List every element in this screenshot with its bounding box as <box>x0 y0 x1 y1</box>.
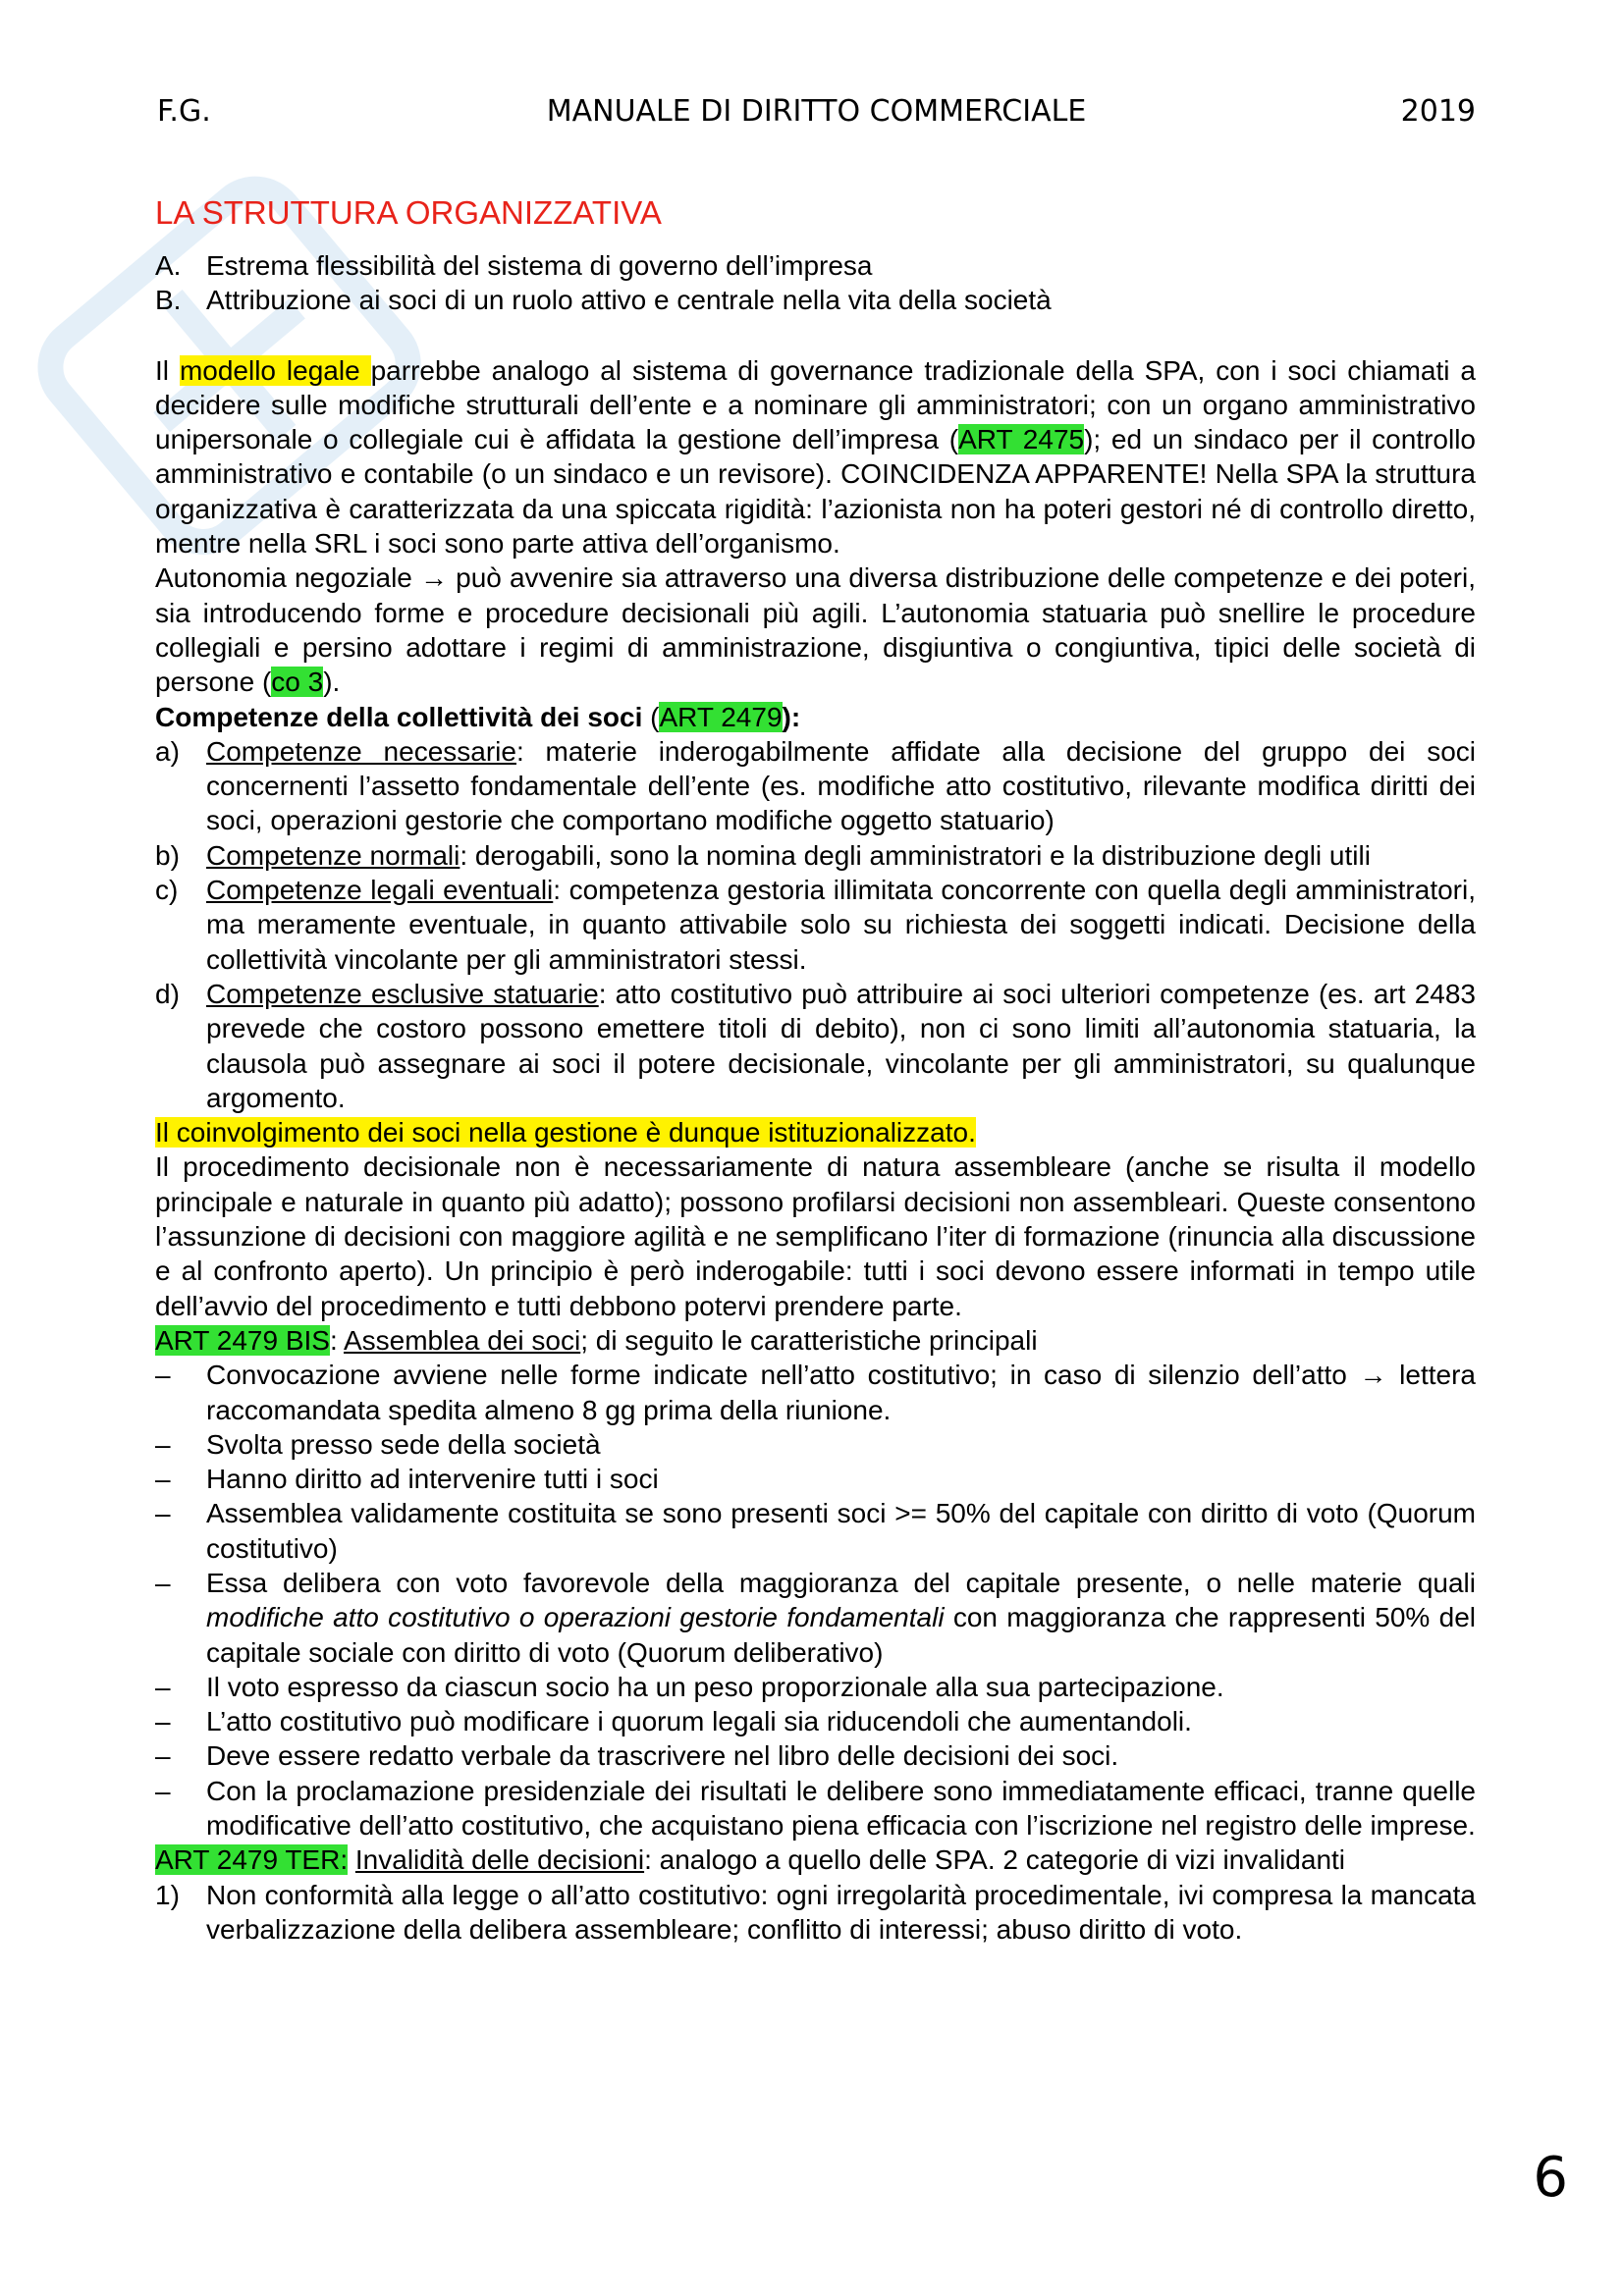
text: ); ed un sindaco per il controllo amministrativo e contabile (o un sindaco e un revisore). COINCIDENZA APPARENTE! Nella SPA la struttura organizzativa è caratterizzata da una spiccata rigidità: l’azionista non ha poteri gestori né di controllo diretto, mentre nella SRL i soci sono parte attiva dell’organismo. <box>155 424 1476 560</box>
document-body <box>155 191 1476 1947</box>
competenze-item <box>155 734 1476 838</box>
text: : <box>329 1324 344 1356</box>
text: ; di seguito le caratteristiche principali <box>580 1324 1038 1356</box>
list-text: Assemblea validamente costituita se sono presenti soci >= 50% del capitale con diritto di voto (Quorum costitutivo) <box>206 1498 1476 1564</box>
assemblea-item <box>155 1704 1476 1738</box>
highlight-green: ART 2479 BIS <box>155 1324 330 1356</box>
list-text: Estrema flessibilità del sistema di governo dell’impresa <box>206 250 873 281</box>
page-number: 6 <box>1533 2146 1568 2210</box>
list-text: lettera raccomandata spedita almeno 8 gg prima della riunione. <box>206 1360 1476 1425</box>
list-text: : materie inderogabilmente affidate alla decisione del gruppo dei soci concernenti l’assetto fondamentale dell’ente (es. modifiche atto costitutivo, rilevante modifica diritti dei soci, operazioni gestorie che comportano modifiche oggetto statuario) <box>206 735 1476 836</box>
list-text: : atto costitutivo può attribuire ai soci ulteriori competenze (es. art 2483 prevede che costoro possono emettere titoli di debito), non ci sono limiti all’autonomia statuaria, la clausola può assegnare ai soci il potere decisionale, vincolante per gli amministratori, su qualunque argomento. <box>206 978 1477 1113</box>
header-title: MANUALE DI DIRITTO COMMERCIALE <box>546 94 1087 129</box>
list-text: L’atto costitutivo può modificare i quorum legali sia riducendoli che aumentandoli. <box>206 1706 1192 1737</box>
italic-text: modifiche atto costitutivo o operazioni gestorie fondamentali <box>206 1602 945 1633</box>
text: parrebbe analogo al sistema di governance tradizionale della SPA, con i soci chiamati a decidere sulle modifiche strutturali dell’ente e a nominare gli amministratori; con un organo amministrativo unipersonale o collegiale cui è affidata la gestione dell’impresa ( <box>155 354 1476 455</box>
paragraph-autonomia <box>155 561 1476 699</box>
text: può avvenire sia attraverso una diversa distribuzione delle competenze e dei poteri, sia introducendo forme e procedure decisionali più agili. L’autonomia statuaria può snellire le procedure collegiali e persino adottare i regimi di amministrazione, disgiuntiva o congiuntiva, tipici delle società di persone ( <box>155 562 1477 698</box>
list-text: : derogabili, sono la nomina degli amministratori e la distribuzione degli utili <box>460 839 1371 871</box>
list-text: Con la proclamazione presidenziale dei risultati le delibere sono immediatamente efficaci, tranne quelle modificative dell’atto costitutivo, che acquistano piena efficacia con l’iscrizione nel registro delle imprese. <box>206 1775 1476 1842</box>
dash-marker: – <box>155 1671 171 1702</box>
text: ( <box>642 701 660 732</box>
term: Assemblea dei soci <box>343 1324 581 1356</box>
text <box>348 1844 355 1875</box>
intro-item <box>155 283 1476 317</box>
header-author: F.G. <box>157 94 211 129</box>
dash-marker: – <box>155 1428 171 1460</box>
arrow-icon: → <box>1359 1360 1387 1391</box>
list-text: con maggioranza che rappresenti 50% del capitale sociale con diritto di voto (Quorum deliberativo) <box>206 1602 1476 1668</box>
dash-marker: – <box>155 1740 171 1772</box>
list-marker: b) <box>155 839 180 871</box>
arrow-icon: → <box>420 562 448 594</box>
heading-text: Competenze della collettività dei soci <box>155 701 643 732</box>
list-text: : competenza gestoria illimitata concorrente con quella degli amministratori, ma meramente eventuale, in quanto attivabile solo su richiesta dei soggetti indicati. Decisione della collettività vincolante per gli amministratori stessi. <box>206 875 1476 975</box>
list-marker: d) <box>155 978 180 1009</box>
highlight-yellow: Il coinvolgimento dei soci nella gestione è dunque istituzionalizzato. <box>155 1117 976 1148</box>
dash-marker: – <box>155 1775 171 1806</box>
assemblea-item <box>155 1427 1476 1462</box>
term: Competenze normali <box>206 839 460 871</box>
invalidita-item <box>155 1878 1476 1948</box>
page-header <box>157 94 1476 133</box>
paragraph-modello-legale <box>155 353 1476 561</box>
assemblea-item <box>155 1774 1476 1843</box>
dash-marker: – <box>155 1706 171 1737</box>
competenze-item <box>155 873 1476 977</box>
highlight-green: ART 2479 TER: <box>155 1844 349 1876</box>
highlight-green: co 3 <box>271 667 324 698</box>
invalidita-heading <box>155 1842 1476 1877</box>
text: : analogo a quello delle SPA. 2 categorie di vizi invalidanti <box>644 1844 1346 1876</box>
assemblea-item <box>155 1496 1476 1566</box>
term: Competenze legali eventuali <box>206 875 554 906</box>
list-marker: 1) <box>155 1879 180 1910</box>
assemblea-heading <box>155 1323 1476 1358</box>
term: Competenze esclusive statuarie <box>206 978 599 1009</box>
term: Competenze necessarie <box>206 735 516 767</box>
dash-marker: – <box>155 1360 171 1391</box>
header-year: 2019 <box>1400 94 1476 129</box>
competenze-heading <box>155 700 1476 734</box>
assemblea-item <box>155 1462 1476 1496</box>
highlight-yellow: modello legale <box>179 354 371 386</box>
list-text: Convocazione avviene nelle forme indicate nell’atto costitutivo; in caso di silenzio dell’atto <box>206 1360 1360 1391</box>
assemblea-item <box>155 1738 1476 1773</box>
dash-marker: – <box>155 1498 171 1529</box>
list-text: Svolta presso sede della società <box>206 1428 601 1460</box>
dash-marker: – <box>155 1464 171 1495</box>
text: Autonomia negoziale <box>155 562 420 594</box>
dash-marker: – <box>155 1567 171 1598</box>
competenze-item <box>155 977 1476 1115</box>
list-marker: a) <box>155 735 180 767</box>
text: ). <box>323 667 341 698</box>
coinvolgimento-line <box>155 1115 1476 1149</box>
section-title: LA STRUTTURA ORGANIZZATIVA <box>155 194 662 231</box>
competenze-item <box>155 838 1476 873</box>
list-text: Deve essere redatto verbale da trascrivere nel libro delle decisioni dei soci. <box>206 1740 1119 1772</box>
assemblea-item <box>155 1670 1476 1704</box>
highlight-green: ART 2479 <box>659 701 783 732</box>
assemblea-item <box>155 1566 1476 1670</box>
text: ): <box>782 701 801 732</box>
text: Il <box>155 354 180 386</box>
list-text: Il voto espresso da ciascun socio ha un peso proporzionale alla sua partecipazione. <box>206 1671 1224 1702</box>
highlight-green: ART 2475 <box>958 424 1085 455</box>
list-marker: c) <box>155 875 179 906</box>
intro-item <box>155 248 1476 283</box>
list-marker: A. <box>155 250 182 281</box>
paragraph-procedimento: Il procedimento decisionale non è necessariamente di natura assembleare (anche se risulta il modello principale e naturale in quanto più adatto); possono profilarsi decisioni non assembleari. Queste consentono l’assunzione di decisioni con maggiore agilità e ne semplificano l’iter di formazione (rinuncia alla discussione e al confronto aperto). Un principio è però inderogabile: tutti i soci devono essere informati in tempo utile dell’avvio del procedimento e tutti debbono potervi prendere parte. <box>155 1151 1476 1321</box>
term: Invalidità delle decisioni <box>354 1844 645 1876</box>
list-text: Hanno diritto ad intervenire tutti i soci <box>206 1464 659 1495</box>
list-text: Attribuzione ai soci di un ruolo attivo e centrale nella vita della società <box>206 285 1052 316</box>
list-text: Essa delibera con voto favorevole della maggioranza del capitale presente, o nelle materie quali <box>206 1567 1476 1598</box>
assemblea-item <box>155 1358 1476 1427</box>
list-marker: B. <box>155 285 182 316</box>
list-text: Non conformità alla legge o all’atto costitutivo: ogni irregolarità procedimentale, ivi compresa la mancata verbalizzazione della delibera assembleare; conflitto di interessi; abuso diritto di voto. <box>206 1879 1476 1945</box>
